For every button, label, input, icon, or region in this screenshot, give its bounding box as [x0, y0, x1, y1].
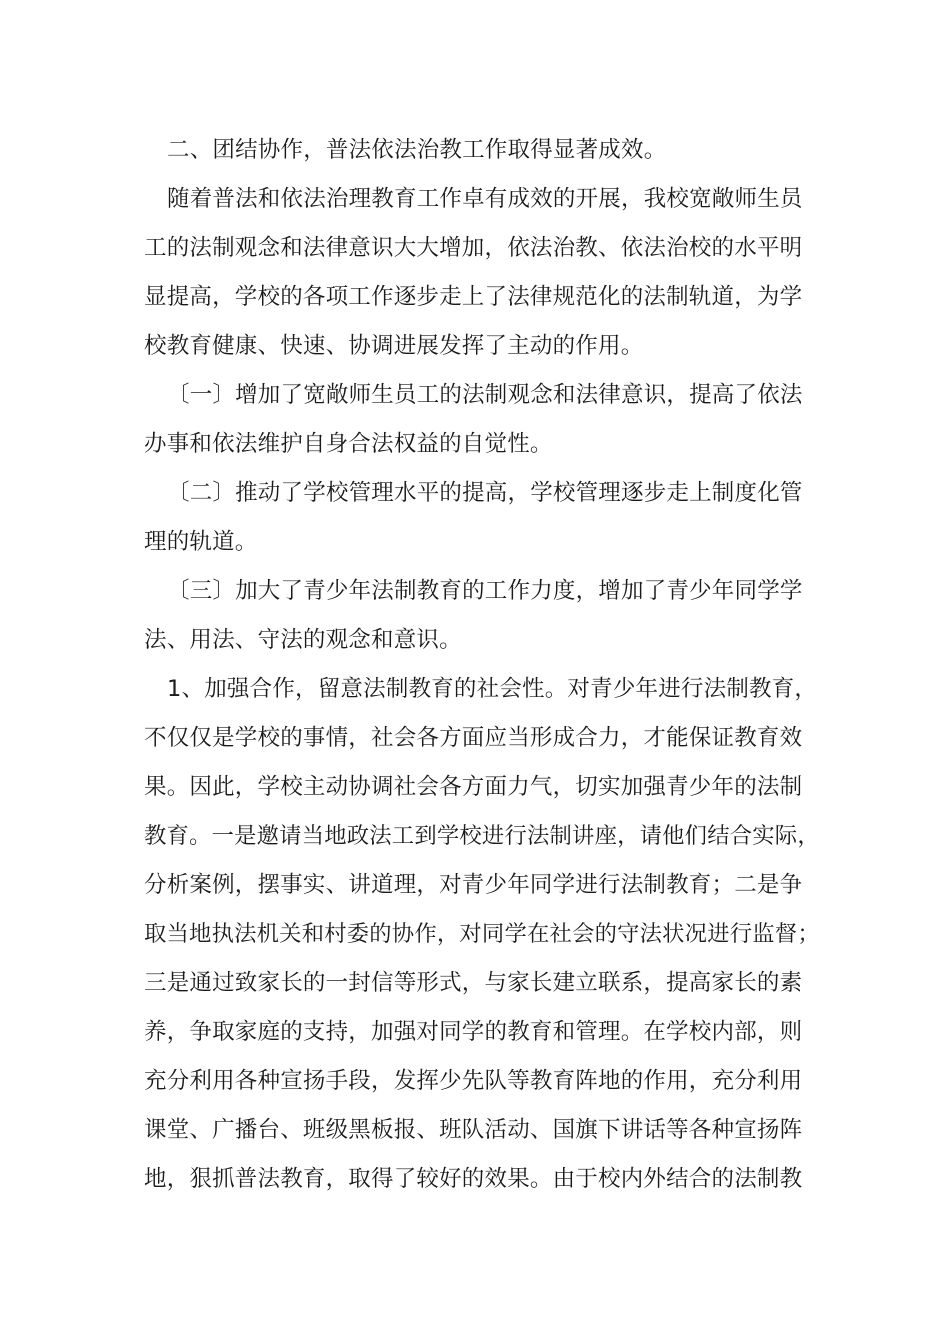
paragraph-line: 办事和依法维护自身合法权益的自觉性。: [144, 431, 553, 457]
paragraph-line: 不仅仅是学校的事情，社会各方面应当形成合力，才能保证教育效: [144, 725, 803, 751]
paragraph-line: 养，争取家庭的支持，加强对同学的教育和管理。在学校内部，则: [144, 1019, 803, 1045]
section-heading: 二、团结协作，普法依法治教工作取得显著成效。: [167, 137, 667, 163]
paragraph-line: 随着普法和依法治理教育工作卓有成效的开展，我校宽敞师生员: [167, 186, 803, 212]
paragraph-line: 地，狠抓普法教育，取得了较好的效果。由于校内外结合的法制教: [144, 1166, 803, 1192]
paragraph-line: 三是通过致家长的一封信等形式，与家长建立联系，提高家长的素: [144, 970, 803, 996]
paragraph-line: 校教育健康、快速、协调进展发挥了主动的作用。: [144, 333, 644, 359]
paragraph-line: 法、用法、守法的观念和意识。: [144, 627, 462, 653]
paragraph-line: 教育。一是邀请当地政法工到学校进行法制讲座，请他们结合实际，: [144, 823, 820, 849]
paragraph-line: 课堂、广播台、班级黑板报、班队活动、国旗下讲话等各种宣扬阵: [144, 1117, 803, 1143]
paragraph-line: 1、加强合作，留意法制教育的社会性。对青少年进行法制教育，: [167, 676, 818, 702]
paragraph-line: 理的轨道。: [144, 529, 258, 555]
paragraph-line: 〔二〕推动了学校管理水平的提高，学校管理逐步走上制度化管: [167, 480, 803, 506]
paragraph-line: 〔一〕增加了宽敞师生员工的法制观念和法律意识，提高了依法: [167, 382, 803, 408]
paragraph-line: 显提高，学校的各项工作逐步走上了法律规范化的法制轨道，为学: [144, 284, 803, 310]
paragraph-line: 工的法制观念和法律意识大大增加，依法治教、依法治校的水平明: [144, 235, 803, 261]
paragraph-line: 取当地执法机关和村委的协作，对同学在社会的守法状况进行监督；: [144, 921, 820, 947]
paragraph-line: 果。因此，学校主动协调社会各方面力气，切实加强青少年的法制: [144, 774, 803, 800]
paragraph-line: 〔三〕加大了青少年法制教育的工作力度，增加了青少年同学学: [167, 578, 803, 604]
paragraph-line: 分析案例，摆事实、讲道理，对青少年同学进行法制教育；二是争: [144, 872, 803, 898]
paragraph-line: 充分利用各种宣扬手段，发挥少先队等教育阵地的作用，充分利用: [144, 1068, 803, 1094]
